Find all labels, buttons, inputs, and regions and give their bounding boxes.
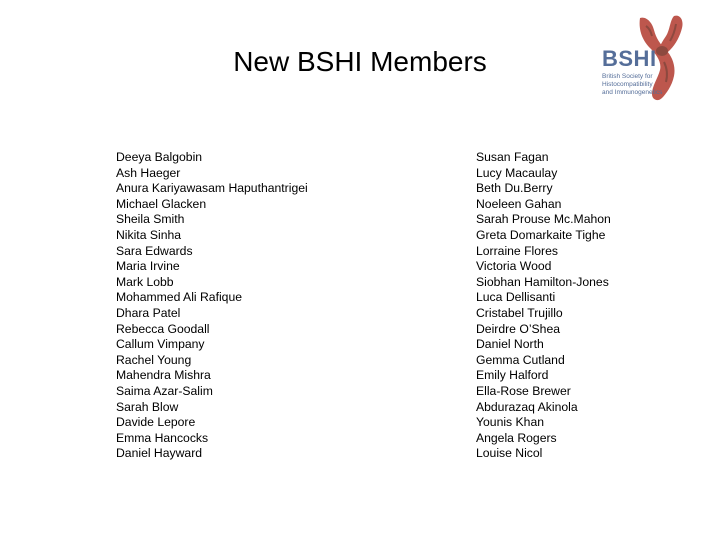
member-name: Sarah Blow bbox=[116, 399, 179, 414]
logo-wordmark: BSHI bbox=[602, 46, 657, 71]
member-name: Susan Fagan bbox=[476, 150, 549, 164]
slide-title: New BSHI Members bbox=[233, 46, 487, 77]
member-name: Siobhan Hamilton-Jones bbox=[476, 274, 609, 289]
member-name: Mohammed Ali Rafique bbox=[116, 290, 242, 305]
member-name: Michael Glacken bbox=[116, 196, 207, 211]
member-name: Emily Halford bbox=[476, 368, 549, 383]
member-name: Ash Haeger bbox=[116, 165, 181, 180]
member-name: Louise Nicol bbox=[476, 446, 543, 461]
logo-subtitle-line: British Society for bbox=[602, 73, 653, 80]
members-list-left bbox=[116, 150, 308, 462]
member-name: Lucy Macaulay bbox=[476, 165, 558, 180]
logo-subtitle-line: Histocompatibility bbox=[602, 81, 653, 88]
member-name: Anura Kariyawasam Haputhantrigei bbox=[116, 181, 308, 196]
member-name: Angela Rogers bbox=[476, 430, 557, 445]
member-name: Daniel North bbox=[476, 337, 544, 352]
members-list-right bbox=[476, 150, 611, 462]
member-name: Maria Irvine bbox=[116, 259, 180, 274]
member-name: Nikita Sinha bbox=[116, 227, 182, 242]
member-name: Greta Domarkaite Tighe bbox=[476, 227, 606, 242]
member-name: Gemma Cutland bbox=[476, 352, 565, 367]
member-name: Mark Lobb bbox=[116, 274, 174, 289]
member-name: Saima Azar-Salim bbox=[116, 383, 213, 398]
member-name: Lorraine Flores bbox=[476, 243, 558, 258]
member-name: Emma Hancocks bbox=[116, 430, 209, 445]
member-name: Beth Du.Berry bbox=[476, 181, 553, 196]
member-name: Younis Khan bbox=[476, 415, 544, 430]
member-name: Rachel Young bbox=[116, 352, 192, 367]
member-name: Dhara Patel bbox=[116, 305, 181, 320]
logo-subtitle bbox=[602, 73, 692, 97]
member-name: Cristabel Trujillo bbox=[476, 305, 563, 320]
member-name: Rebecca Goodall bbox=[116, 321, 210, 336]
logo-subtitle-line: and Immunogenetics bbox=[602, 89, 663, 96]
member-name: Luca Dellisanti bbox=[476, 290, 556, 305]
member-name: Mahendra Mishra bbox=[116, 368, 211, 383]
member-name: Sara Edwards bbox=[116, 243, 193, 258]
member-name: Noeleen Gahan bbox=[476, 196, 562, 211]
bshi-logo bbox=[596, 14, 700, 114]
member-name: Deirdre O’Shea bbox=[476, 321, 560, 336]
member-name: Sarah Prouse Mc.Mahon bbox=[476, 212, 611, 227]
member-name: Sheila Smith bbox=[116, 212, 185, 227]
member-name: Abdurazaq Akinola bbox=[476, 399, 578, 414]
member-name: Callum Vimpany bbox=[116, 337, 205, 352]
member-name: Deeya Balgobin bbox=[116, 150, 203, 164]
member-name: Victoria Wood bbox=[476, 259, 552, 274]
member-name: Ella-Rose Brewer bbox=[476, 383, 571, 398]
member-name: Davide Lepore bbox=[116, 415, 196, 430]
member-name: Daniel Hayward bbox=[116, 446, 203, 461]
